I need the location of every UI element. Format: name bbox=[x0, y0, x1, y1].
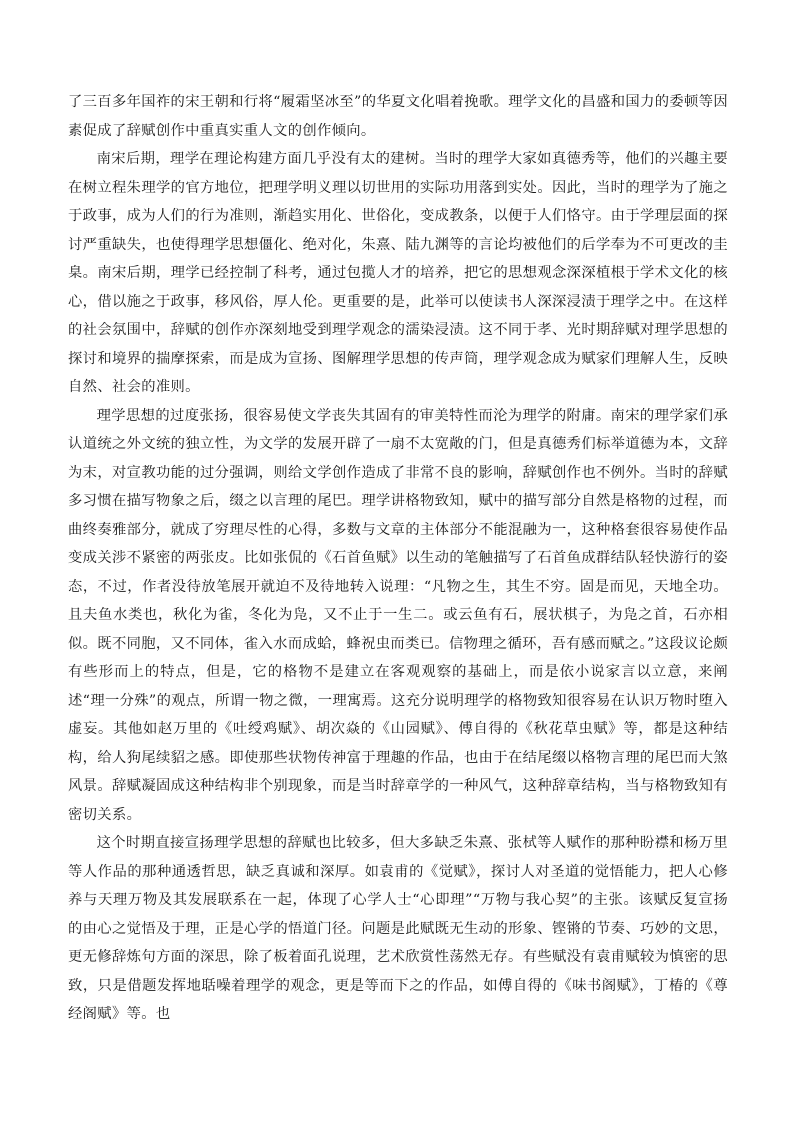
document-body bbox=[68, 88, 728, 1029]
paragraph-4: 这个时期直接宣扬理学思想的辞赋也比较多，但大多缺乏朱熹、张栻等人赋作的那种盼襟和杨万里等人作品的那种通透哲思，缺乏真诚和深厚。如袁甫的《觉赋》，探讨人对圣道的觉悟能力，把人心修养与天理万物及其发展联系在一起，体现了心学人士“心即理”“万物与我心契”的主张。该赋反复宣扬的由心之觉悟及于理，正是心学的悟道门径。问题是此赋既无生动的形象、铿锵的节奏、巧妙的文思，更无修辞炼句方面的深思，除了板着面孔说理，艺术欣赏性荡然无存。有些赋没有袁甫赋较为慎密的思致，只是借题发挥地聒噪着理学的观念，更是等而下之的作品，如傅自得的《味书阁赋》，丁椿的《尊经阁赋》等。也 bbox=[68, 835, 728, 1022]
paragraph-3: 理学思想的过度张扬，很容易使文学丧失其固有的审美特性而沦为理学的附庸。南宋的理学家们承认道统之外文统的独立性，为文学的发展开辟了一扇不太宽敞的门，但是真德秀们标举道德为本，文辞为末，对宣教功能的过分强调，则给文学创作造成了非常不良的影响，辞赋创作也不例外。当时的辞赋多习惯在描写物象之后，缀之以言理的尾巴。理学讲格物致知，赋中的描写部分自然是格物的过程，而曲终奏雅部分，就成了穷理尽性的心得，多数与文章的主体部分不能混融为一，这种格套很容易使作品变成关涉不紧密的两张皮。比如张侃的《石首鱼赋》以生动的笔触描写了石首鱼成群结队轻快游行的姿态，不过，作者没待放笔展开就迫不及待地转入说理：“凡物之生，其生不穷。固是而见，天地全功。且夫鱼水类也，秋化为雀，冬化为凫，又不止于一生二。或云鱼有石，展状棋子，为凫之首，石亦相似。既不同胞，又不同体，雀入水而成蛤，蜂祝虫而类已。信物理之循环，吾有感而赋之。”这段议论颇有些形而上的特点，但是，它的格物不是建立在客观观察的基础上，而是依小说家言以立意，来阐述“理一分殊”的观点，所谓一物之微，一理寓焉。这充分说明理学的格物致知很容易在认识万物时堕入虚妄。其他如赵万里的《吐绶鸡赋》、胡次焱的《山园赋》、傅自得的《秋花草虫赋》等，都是这种结构，给人狗尾续貂之感。即使那些状物传神富于理趣的作品，也由于在结尾缀以格物言理的尾巴而大煞风景。辞赋凝固成这种结构非个别现象，而是当时辞章学的一种风气，这种辞章结构，当与格物致知有密切关系。 bbox=[68, 407, 728, 823]
paragraph-2: 南宋后期，理学在理论构建方面几乎没有太的建树。当时的理学大家如真德秀等，他们的兴趣主要在树立程朱理学的官方地位，把理学明义理以切世用的实际功用落到实处。因此，当时的理学为了施之于政事，成为人们的行为准则，渐趋实用化、世俗化，变成教条，以便于人们恪守。由于学理层面的探讨严重缺失，也使得理学思想僵化、绝对化，朱熹、陆九渊等的言论均被他们的后学奉为不可更改的圭臬。南宋后期，理学已经控制了科考，通过包揽人才的培养，把它的思想观念深深植根于学术文化的核心，借以施之于政事，移风俗，厚人伦。更重要的是，此举可以使读书人深深浸渍于理学之中。在这样的社会氛围中，辞赋的创作亦深刻地受到理学观念的濡染浸渍。这不同于孝、光时期辞赋对理学思想的探讨和境界的揣摩探索，而是成为宣扬、图解理学思想的传声筒，理学观念成为赋家们理解人生，反映自然、社会的准则。 bbox=[68, 151, 728, 395]
paragraph-1: 了三百多年国祚的宋王朝和行将“履霜坚冰至”的华夏文化唱着挽歌。理学文化的昌盛和国力的委顿等因素促成了辞赋创作中重真实重人文的创作倾向。 bbox=[68, 94, 728, 139]
